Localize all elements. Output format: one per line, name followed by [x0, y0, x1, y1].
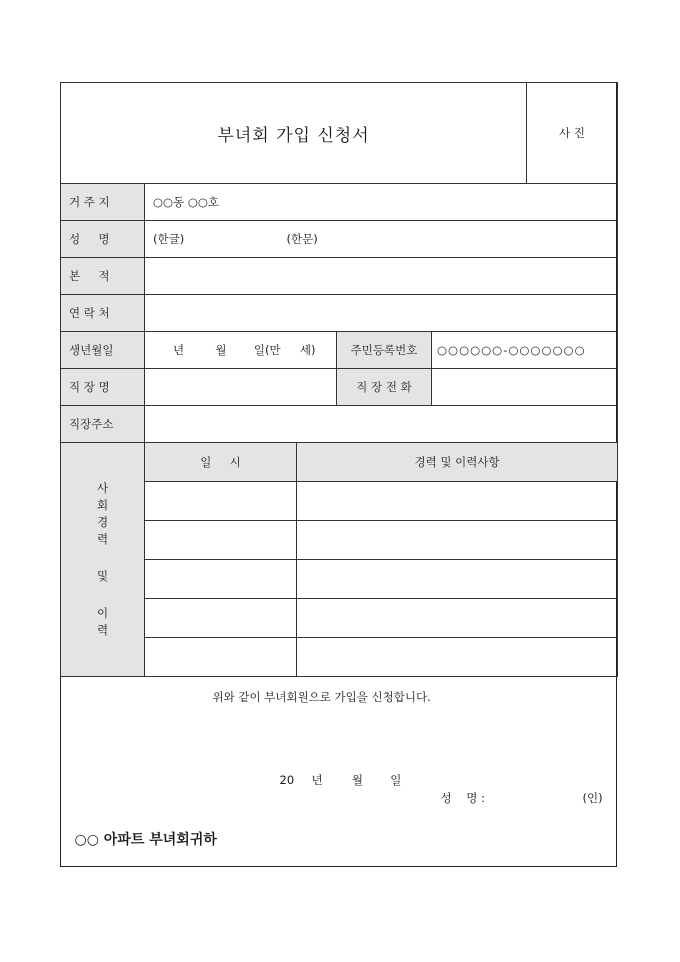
- career-char-3: 경: [96, 515, 109, 529]
- date-year: 년: [311, 773, 323, 787]
- origin-field[interactable]: [145, 258, 618, 295]
- address-label: 거 주 지: [61, 184, 145, 221]
- form-table: [60, 82, 618, 862]
- career-date-cell[interactable]: [145, 482, 297, 521]
- history-char-1: 이: [96, 606, 109, 620]
- career-date-header: 일 시: [145, 443, 297, 482]
- form-title: 부녀회 가입 신청서: [61, 83, 527, 184]
- date-month: 월: [351, 773, 363, 787]
- birth-label: 생년월일: [61, 332, 145, 369]
- application-form: [60, 82, 617, 867]
- work-phone-field[interactable]: [432, 369, 618, 406]
- career-label-top: [61, 480, 144, 548]
- career-label-and: 및: [96, 569, 109, 583]
- address-field[interactable]: ○○동 ○○호: [145, 184, 618, 221]
- photo-box: 사 진: [527, 83, 618, 184]
- career-char-2: 회: [96, 498, 109, 512]
- contact-field[interactable]: [145, 295, 618, 332]
- birth-year: 년: [173, 343, 185, 357]
- date-prefix: 20: [279, 773, 295, 787]
- sign-label: 성 명 :: [440, 791, 485, 805]
- history-char-2: 력: [96, 623, 109, 637]
- career-char-4: 력: [96, 532, 109, 546]
- birth-age: 세): [299, 343, 316, 357]
- career-side-label: [61, 443, 145, 677]
- declaration-statement: 위와 같이 부녀회원으로 가입을 신청합니다.: [212, 690, 431, 704]
- workplace-label: 직 장 명: [61, 369, 145, 406]
- contact-label: 연 락 처: [61, 295, 145, 332]
- work-phone-label: 직 장 전 화: [337, 369, 432, 406]
- career-date-cell[interactable]: [145, 638, 297, 677]
- career-date-cell[interactable]: [145, 521, 297, 560]
- declaration-section: [61, 677, 618, 862]
- birth-day: 일(만: [253, 343, 281, 357]
- career-label-bottom: [61, 605, 144, 639]
- name-label-text: 성 명: [69, 232, 110, 246]
- birth-month: 월: [215, 343, 227, 357]
- work-address-field[interactable]: [145, 406, 618, 443]
- name-hanja-label: (한문): [286, 232, 318, 246]
- work-address-label: 직장주소: [61, 406, 145, 443]
- career-detail-cell[interactable]: [297, 521, 618, 560]
- name-field[interactable]: [145, 221, 618, 258]
- career-detail-cell[interactable]: [297, 560, 618, 599]
- id-number-field[interactable]: ○○○○○○-○○○○○○○: [432, 332, 618, 369]
- career-detail-header: 경력 및 이력사항: [297, 443, 618, 482]
- date-day: 일: [390, 773, 402, 787]
- workplace-field[interactable]: [145, 369, 337, 406]
- birth-field[interactable]: [145, 332, 337, 369]
- id-number-label: 주민등록번호: [337, 332, 432, 369]
- seal-mark: (인): [582, 791, 603, 805]
- career-detail-cell[interactable]: [297, 638, 618, 677]
- career-detail-cell[interactable]: [297, 482, 618, 521]
- origin-label: [61, 258, 145, 295]
- addressee: ○○ 아파트 부녀회귀하: [74, 832, 217, 848]
- career-detail-cell[interactable]: [297, 599, 618, 638]
- origin-label-text: 본 적: [69, 269, 110, 283]
- career-date-cell[interactable]: [145, 560, 297, 599]
- name-label: [61, 221, 145, 258]
- declaration-date: [280, 772, 402, 788]
- career-date-cell[interactable]: [145, 599, 297, 638]
- career-char-1: 사: [96, 481, 109, 495]
- name-hangul-label: (한글): [153, 232, 185, 246]
